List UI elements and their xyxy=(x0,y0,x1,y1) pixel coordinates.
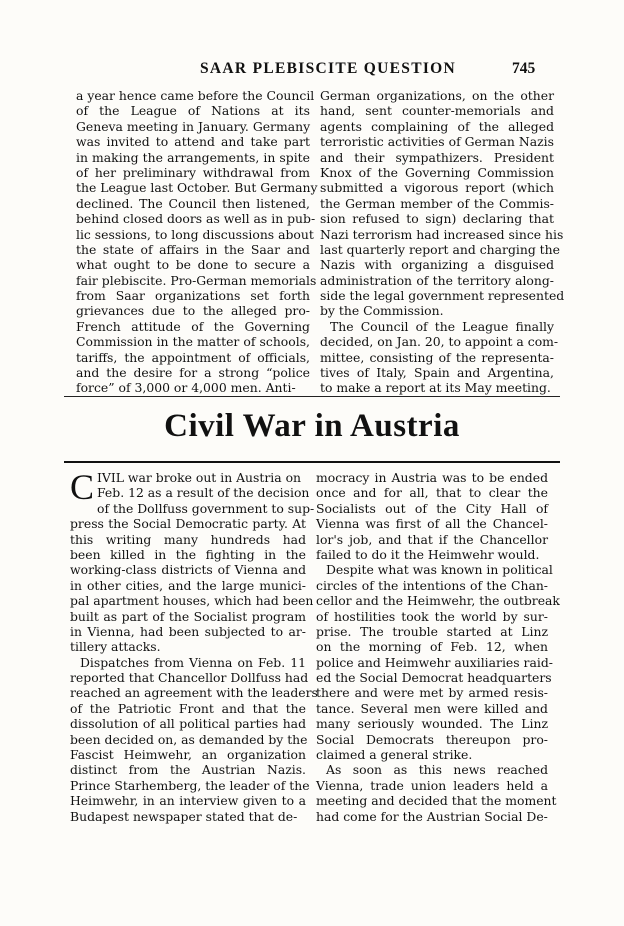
text-line: Nazis with organizing a disguised xyxy=(320,257,554,273)
text-line: in other cities, and the large munici- xyxy=(70,577,306,593)
text-line: of the Patriotic Front and that the xyxy=(70,700,306,716)
text-line: working-class districts of Vienna and xyxy=(70,562,306,578)
text-line: Heimwehr, in an interview given to a xyxy=(70,793,306,809)
text-line: cellor and the Heimwehr, the outbreak xyxy=(316,593,560,609)
text-line: lic sessions, to long discussions about xyxy=(76,226,314,242)
text-line: of the League of Nations at its xyxy=(76,103,310,119)
text-line: force” of 3,000 or 4,000 men. Anti- xyxy=(76,380,296,396)
text-line: been killed in the fighting in the xyxy=(70,546,306,562)
text-line: grievances due to the alleged pro- xyxy=(76,303,310,319)
bottom-right-column xyxy=(316,470,560,824)
text-line: by the Commission. xyxy=(320,303,444,319)
article-second-line: Feb. 12 as a result of the decision xyxy=(97,485,310,501)
text-line: many seriously wounded. The Linz xyxy=(316,716,548,732)
text-line: ed the Social Democrat headquarters xyxy=(316,670,552,686)
page-number: 745 xyxy=(512,60,536,77)
text-line: mocracy in Austria was to be ended xyxy=(316,470,548,485)
text-line: Prince Starhemberg, the leader of the xyxy=(70,777,310,793)
text-line: tillery attacks. xyxy=(70,639,161,655)
text-line: Vienna was first of all the Chancel- xyxy=(316,516,548,532)
text-line: failed to do it the Heimwehr would. xyxy=(316,546,540,562)
text-line: The Council of the League finally xyxy=(330,318,554,334)
text-line: reached an agreement with the leaders xyxy=(70,685,318,701)
text-line: meeting and decided that the moment xyxy=(316,793,557,809)
text-line: tariffs, the appointment of officials, xyxy=(76,349,310,365)
text-line: prise. The trouble started at Linz xyxy=(316,623,548,639)
text-line: Socialists out of the City Hall of xyxy=(316,500,548,516)
text-line: Budapest newspaper stated that de- xyxy=(70,808,298,824)
text-line: French attitude of the Governing xyxy=(76,318,310,334)
text-line: press the Social Democratic party. At xyxy=(70,516,306,532)
bottom-left-column xyxy=(70,467,318,824)
text-line: side the legal government represented xyxy=(320,288,565,304)
first-line-text: war broke out in Austria on xyxy=(123,470,302,485)
text-line: declined. The Council then listened, xyxy=(76,195,310,211)
text-line: submitted a vigorous report (which xyxy=(320,180,554,196)
text-line: had come for the Austrian Social De- xyxy=(316,808,548,824)
text-line: of hostilities took the world by sur- xyxy=(316,608,548,624)
top-section-rule xyxy=(64,396,560,397)
text-line: Social Democrats thereupon pro- xyxy=(316,731,548,747)
running-title: SAAR PLEBISCITE QUESTION xyxy=(200,60,457,77)
text-line: fair plebiscite. Pro-German memorials xyxy=(76,272,317,288)
text-line: of the Dollfuss government to sup- xyxy=(97,500,315,516)
text-line: a year hence came before the Council xyxy=(76,88,315,103)
text-line: this writing many hundreds had xyxy=(70,531,306,547)
text-line: tance. Several men were killed and xyxy=(316,700,548,716)
text-line: and their sympathizers. President xyxy=(320,149,554,165)
text-line: Despite what was known in political xyxy=(326,562,553,578)
text-line: last quarterly report and charging the xyxy=(320,241,560,257)
text-line: built as part of the Socialist program xyxy=(70,608,306,624)
text-line: sion refused to sign) declaring that xyxy=(320,211,554,227)
text-line: once and for all, that to clear the xyxy=(316,485,548,501)
text-line: in Vienna, had been subjected to ar- xyxy=(70,623,306,639)
text-line: was invited to attend and take part xyxy=(76,134,310,150)
text-line: agents complaining of the alleged xyxy=(320,118,554,134)
first-word-rest: IVIL xyxy=(97,470,124,485)
text-line: German organizations, on the other xyxy=(320,88,554,103)
text-line: Knox of the Governing Commission xyxy=(320,164,554,180)
text-line: the state of affairs in the Saar and xyxy=(76,241,310,257)
text-line: Commission in the matter of schools, xyxy=(76,334,310,350)
text-line: from Saar organizations set forth xyxy=(76,288,310,304)
text-line: dissolution of all political parties had xyxy=(70,716,306,732)
text-line: Dispatches from Vienna on Feb. 11 xyxy=(80,654,306,670)
text-line: pal apartment houses, which had been xyxy=(70,593,314,609)
text-line: Geneva meeting in January. Germany xyxy=(76,118,311,134)
text-line: terroristic activities of German Nazis xyxy=(320,134,554,150)
text-line: administration of the territory along- xyxy=(320,272,554,288)
text-line: the League last October. But Germany xyxy=(76,180,318,196)
text-line: Vienna, trade union leaders held a xyxy=(316,777,548,793)
text-line: and the desire for a strong “police xyxy=(76,365,310,381)
text-line: As soon as this news reached xyxy=(326,762,548,778)
text-line: hand, sent counter-memorials and xyxy=(320,103,554,119)
text-line: reported that Chancellor Dollfuss had xyxy=(70,670,309,686)
text-line: circles of the intentions of the Chan- xyxy=(316,577,548,593)
text-line: in making the arrangements, in spite xyxy=(76,149,310,165)
text-line: decided, on Jan. 20, to appoint a com- xyxy=(320,334,559,350)
text-line: been decided on, as demanded by the xyxy=(70,731,308,747)
text-line: the German member of the Commis- xyxy=(320,195,554,211)
text-line: behind closed doors as well as in pub- xyxy=(76,211,316,227)
text-line: of her preliminary withdrawal from xyxy=(76,164,310,180)
top-right-column xyxy=(320,88,565,396)
drop-cap: C xyxy=(70,467,95,507)
text-line: police and Heimwehr auxiliaries raid- xyxy=(316,654,553,670)
text-line: claimed a general strike. xyxy=(316,747,473,763)
text-line: Fascist Heimwehr, an organization xyxy=(70,747,306,763)
text-line: lor's job, and that if the Chancellor xyxy=(316,531,548,547)
title-underline-rule xyxy=(64,461,560,463)
text-line: Nazi terrorism had increased since his xyxy=(320,226,564,242)
text-line: distinct from the Austrian Nazis. xyxy=(70,762,306,778)
text-line: mittee, consisting of the representa- xyxy=(320,349,554,365)
text-line: tives of Italy, Spain and Argentina, xyxy=(320,365,554,381)
top-left-column xyxy=(76,88,318,396)
section-title: Civil War in Austria xyxy=(164,408,460,444)
text-line: there and were met by armed resis- xyxy=(316,685,548,701)
text-line: what ought to be done to secure a xyxy=(76,257,310,273)
text-line: on the morning of Feb. 12, when xyxy=(316,639,548,655)
running-header xyxy=(0,58,624,80)
text-line: to make a report at its May meeting. xyxy=(320,380,551,396)
